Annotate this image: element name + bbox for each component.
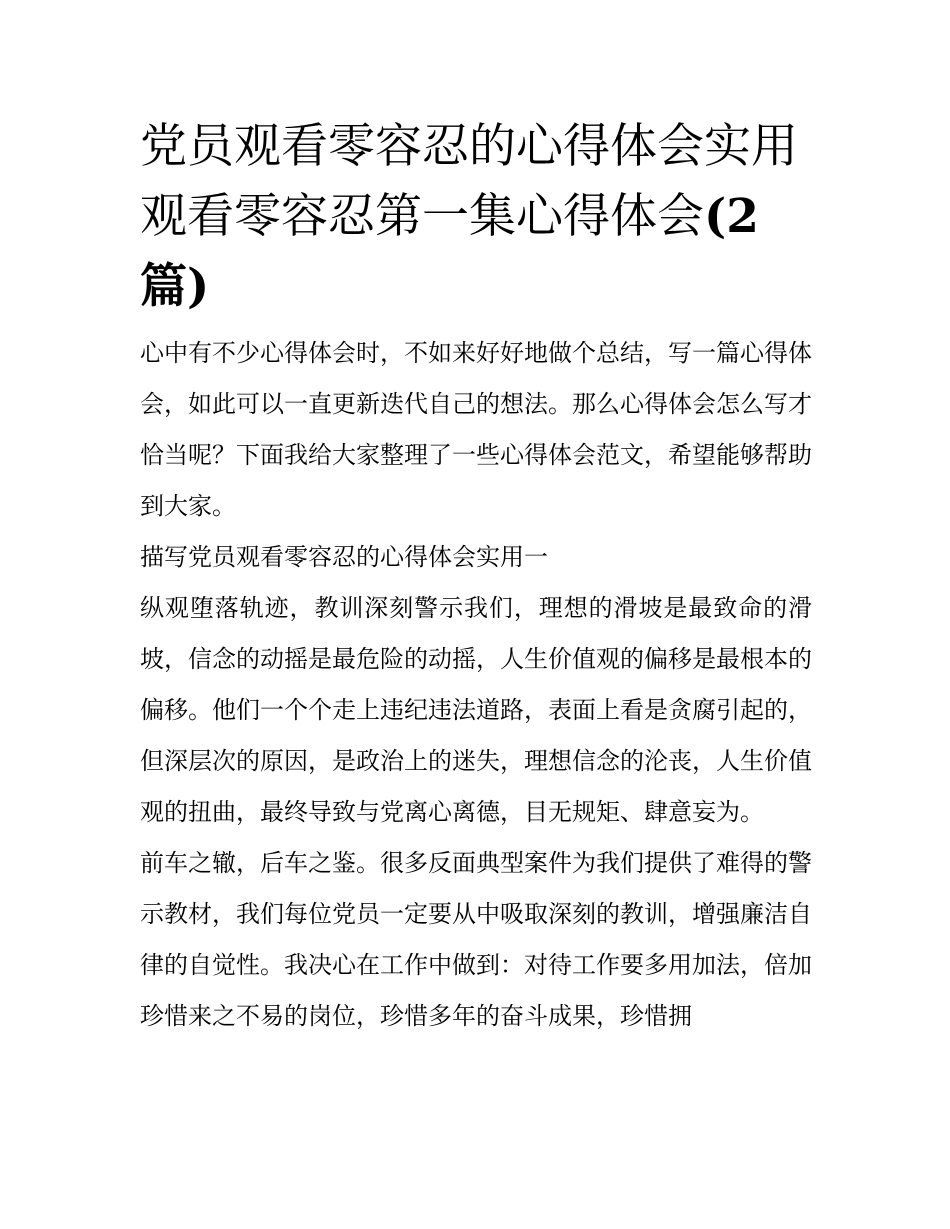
body-paragraph-2: 前车之辙，后车之鉴。很多反面典型案件为我们提供了难得的警示教材，我们每位党员一定要从中吸取深刻的教训，增强廉洁自律的自觉性。我决心在工作中做到：对待工作要多用加法，倍加珍惜来之不易的岗位，珍惜多年的奋斗成果，珍惜拥	[140, 849, 812, 1030]
document-title-count: (2篇)	[140, 189, 759, 314]
document-title	[140, 112, 812, 322]
intro-paragraph: 心中有不少心得体会时，不如来好好地做个总结，写一篇心得体会，如此可以一直更新迭代自己的想法。那么心得体会怎么写才恰当呢？下面我给大家整理了一些心得体会范文，希望能够帮助到大家。	[140, 339, 812, 520]
document-title-text: 党员观看零容忍的心得体会实用 观看零容忍第一集心得体会	[140, 119, 798, 244]
document-page	[140, 112, 812, 1042]
body-paragraph-1: 纵观堕落轨迹，教训深刻警示我们，理想的滑坡是最致命的滑坡，信念的动摇是最危险的动摇，人生价值观的偏移是最根本的偏移。他们一个个走上违纪违法道路，表面上看是贪腐引起的，但深层次的原因，是政治上的迷失，理想信念的沦丧，人生价值观的扭曲，最终导致与党离心离德，目无规矩、肆意妄为。	[140, 594, 812, 826]
section-heading: 描写党员观看零容忍的心得体会实用一	[140, 543, 548, 571]
